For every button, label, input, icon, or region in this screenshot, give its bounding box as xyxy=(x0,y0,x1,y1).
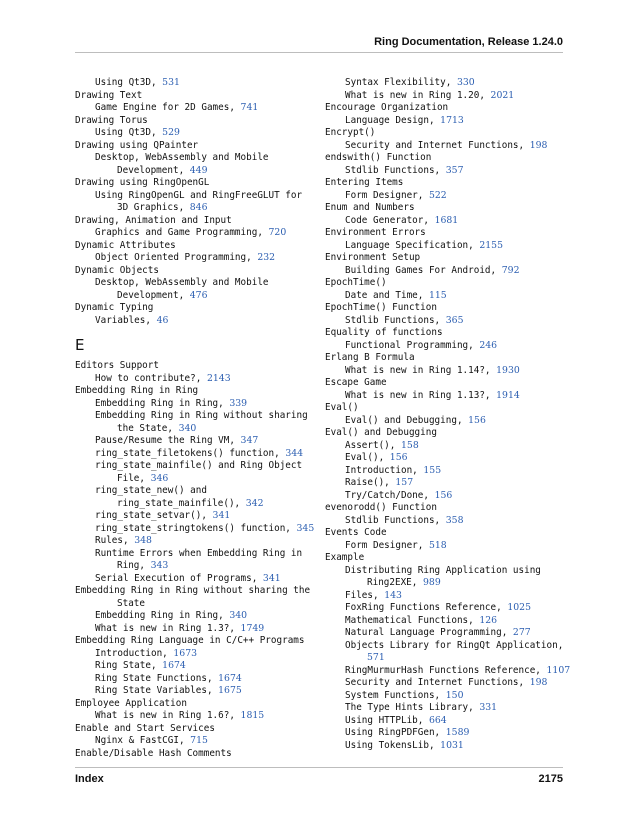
footer-page-number: 2175 xyxy=(538,773,563,785)
index-subentry xyxy=(75,290,310,303)
index-entry-text: Form Designer, xyxy=(345,539,429,551)
index-subentry xyxy=(325,90,560,103)
index-entry-text: Encrypt() xyxy=(325,127,376,138)
index-subentry xyxy=(325,727,560,740)
index-entry-text: ring_state_filetokens() function, xyxy=(95,447,286,459)
index-entry-text: Serial Execution of Programs, xyxy=(95,572,263,584)
index-entry-text: Raise(), xyxy=(345,477,396,488)
footer-label: Index xyxy=(75,773,104,785)
index-subentry xyxy=(75,573,310,586)
index-entry-text: Using RingOpenGL and RingFreeGLUT for xyxy=(95,189,303,201)
index-entry xyxy=(75,385,310,398)
index-entry-text: Editors Support xyxy=(75,360,159,371)
index-entry-text: Stdlib Functions, xyxy=(345,314,446,326)
index-entry-text: Eval() and Debugging, xyxy=(345,414,469,426)
index-subentry xyxy=(325,415,560,428)
index-subentry xyxy=(75,685,310,698)
index-subentry xyxy=(75,660,310,673)
index-entry-text: Using TokensLib, xyxy=(345,739,441,751)
index-entry-text: Ring2EXE, xyxy=(367,577,423,588)
index-entry-text: Rules, xyxy=(95,535,135,546)
page-number-link[interactable]: 518 xyxy=(428,539,447,551)
index-entry-text: Drawing using RingOpenGL xyxy=(75,177,210,188)
index-entry-text: evenorodd() Function xyxy=(325,502,437,513)
page-number-link[interactable]: 1674 xyxy=(218,672,242,684)
index-subentry xyxy=(325,240,560,253)
index-entry-text: Employee Application xyxy=(75,697,187,709)
page-number-link[interactable]: 741 xyxy=(240,102,259,113)
index-entry xyxy=(75,215,310,228)
index-entry xyxy=(325,427,560,440)
index-entry-text: ring_state_mainfile() and Ring Object xyxy=(95,460,303,471)
index-entry-text: 3D Graphics, xyxy=(117,202,190,213)
index-entry-text: Object Oriented Programming, xyxy=(95,252,258,263)
index-entry-text: Example xyxy=(325,552,365,563)
index-subentry xyxy=(325,265,560,278)
index-subentry xyxy=(325,77,560,90)
index-subentry xyxy=(75,485,310,498)
index-entry xyxy=(75,265,310,278)
index-entry xyxy=(325,552,560,565)
page-number-link[interactable]: 1914 xyxy=(496,389,520,401)
index-entry-text: Using Qt3D, xyxy=(95,77,163,88)
index-subentry xyxy=(75,673,310,686)
index-entry-text: What is new in Ring 1.13?, xyxy=(345,389,497,401)
index-subentry xyxy=(75,315,310,328)
index-subentry xyxy=(75,77,310,90)
index-entry-text: Events Code xyxy=(325,527,387,538)
index-entry-text: Using Qt3D, xyxy=(95,127,163,138)
index-entry-text: Language Specification, xyxy=(345,239,480,251)
index-entry xyxy=(75,585,310,598)
index-subentry xyxy=(325,590,560,603)
index-subentry xyxy=(75,648,310,661)
index-entry-text: Embedding Ring in Ring without sharing xyxy=(95,410,308,421)
index-subentry xyxy=(325,490,560,503)
index-column-right xyxy=(325,77,571,752)
index-entry xyxy=(75,360,310,373)
index-subentry xyxy=(75,560,310,573)
page-number-link[interactable]: 347 xyxy=(240,435,259,446)
index-entry xyxy=(325,502,560,515)
index-entry-text: EpochTime() Function xyxy=(325,302,437,313)
index-entry xyxy=(325,202,560,215)
index-entry-text: What is new in Ring 1.14?, xyxy=(345,364,497,376)
index-subentry xyxy=(325,540,560,553)
index-subentry xyxy=(75,448,310,461)
page-number-link[interactable]: 1681 xyxy=(434,214,459,226)
index-entry xyxy=(325,352,560,365)
index-entry-text: Eval(), xyxy=(345,452,390,463)
index-entry-text: Ring State, xyxy=(95,660,163,671)
index-subentry xyxy=(325,440,560,453)
page-number-link[interactable]: 715 xyxy=(190,735,208,746)
page-number-link[interactable]: 1589 xyxy=(445,727,470,738)
page-number-link[interactable]: 344 xyxy=(285,447,304,459)
page-number-link[interactable]: 522 xyxy=(428,189,447,201)
index-subentry xyxy=(75,152,310,165)
page-number-link[interactable]: 1674 xyxy=(162,660,186,671)
page-number-link[interactable]: 1815 xyxy=(240,710,265,721)
index-entry xyxy=(325,127,560,140)
index-entry-text: Form Designer, xyxy=(345,189,429,201)
page-number-link[interactable]: 358 xyxy=(445,514,464,526)
index-subentry xyxy=(325,215,560,228)
index-entry-text: Using RingPDFGen, xyxy=(345,727,446,738)
page-number-link[interactable]: 571 xyxy=(367,652,385,663)
index-entry-text: ring_state_mainfile(), xyxy=(117,497,246,509)
index-entry-text: Ring, xyxy=(117,560,151,571)
index-entry-text: Objects Library for RingQt Application, xyxy=(345,639,564,651)
page-number-link[interactable]: 1031 xyxy=(440,739,464,751)
page-number-link[interactable]: 158 xyxy=(400,439,419,451)
page-number-link[interactable]: 2021 xyxy=(490,89,515,101)
index-subentry xyxy=(75,460,310,473)
index-subentry xyxy=(75,398,310,411)
index-entry-text: Try/Catch/Done, xyxy=(345,489,435,501)
index-entry xyxy=(325,152,560,165)
index-subentry xyxy=(325,140,560,153)
index-entry-text: Functional Programming, xyxy=(345,339,480,351)
index-entry-text: Equality of functions xyxy=(325,327,443,338)
index-subentry xyxy=(75,610,310,623)
index-entry-text: Variables, xyxy=(95,314,157,326)
page-number-link[interactable]: 720 xyxy=(268,227,287,238)
index-entry xyxy=(75,302,310,315)
index-entry-text: System Functions, xyxy=(345,689,446,701)
page-number-link[interactable]: 846 xyxy=(189,202,208,213)
page-number-link[interactable]: 126 xyxy=(479,614,498,626)
index-subentry xyxy=(325,740,560,753)
index-entry-text: Embedding Ring in Ring, xyxy=(95,610,230,621)
index-subentry xyxy=(325,477,560,490)
index-entry-text: Dynamic Typing xyxy=(75,302,154,313)
index-entry xyxy=(75,698,310,711)
index-entry-text: Ring State Variables, xyxy=(95,685,219,696)
index-entry-text: Using HTTPLib, xyxy=(345,714,429,726)
index-entry-text: Embedding Ring in Ring without sharing the xyxy=(75,585,311,596)
index-entry xyxy=(75,115,310,128)
page-number-link[interactable]: 1713 xyxy=(440,114,464,126)
index-entry xyxy=(75,90,310,103)
index-subentry xyxy=(325,190,560,203)
page-number-link[interactable]: 156 xyxy=(389,452,408,463)
index-subentry xyxy=(75,510,310,523)
index-subentry xyxy=(325,290,560,303)
index-entry-text: Desktop, WebAssembly and Mobile xyxy=(95,277,269,288)
page-number-link[interactable]: 357 xyxy=(445,164,464,176)
page-number-link[interactable]: 348 xyxy=(134,535,152,546)
index-entry xyxy=(325,377,560,390)
index-entry-text: Files, xyxy=(345,589,385,601)
page-number-link[interactable]: 2143 xyxy=(206,372,231,384)
page-number-link[interactable]: 339 xyxy=(229,397,248,409)
page-number-link[interactable]: 449 xyxy=(189,164,208,176)
index-entry xyxy=(325,302,560,315)
index-entry-text: Enable and Start Services xyxy=(75,722,215,734)
header-rule xyxy=(75,52,563,53)
index-entry xyxy=(325,277,560,290)
index-entry xyxy=(325,402,560,415)
index-subentry xyxy=(75,423,310,436)
index-entry-text: Building Games For Android, xyxy=(345,264,502,276)
page-number-link[interactable]: 156 xyxy=(468,414,486,426)
index-entry-text: Drawing Torus xyxy=(75,114,148,126)
index-subentry xyxy=(75,435,310,448)
page-number-link[interactable]: 198 xyxy=(529,677,548,688)
index-subentry xyxy=(75,202,310,215)
index-entry-text: Security and Internet Functions, xyxy=(345,139,530,151)
index-entry xyxy=(325,252,560,265)
index-entry-text: Graphics and Game Programming, xyxy=(95,227,269,238)
index-entry-text: Natural Language Programming, xyxy=(345,627,513,638)
index-subentry xyxy=(325,577,560,590)
index-subentry xyxy=(75,498,310,511)
index-subentry xyxy=(75,373,310,386)
page-number-link[interactable]: 246 xyxy=(479,339,498,351)
index-entry-text: Introduction, xyxy=(345,464,424,476)
page-number-link[interactable]: 340 xyxy=(229,610,248,621)
page-number-link[interactable]: 1107 xyxy=(546,664,571,676)
page-number-link[interactable]: 155 xyxy=(423,464,442,476)
index-entry xyxy=(325,102,560,115)
index-subentry xyxy=(325,115,560,128)
index-subentry xyxy=(325,365,560,378)
index-entry-text: Introduction, xyxy=(95,647,174,659)
page-number-link[interactable]: 330 xyxy=(456,77,475,88)
index-entry-text: The Type Hints Library, xyxy=(345,702,480,713)
index-entry-text: Embedding Ring Language in C/C++ Programs xyxy=(75,635,305,646)
index-entry-text: Embedding Ring in Ring xyxy=(75,385,199,396)
index-entry-text: Dynamic Attributes xyxy=(75,239,176,251)
index-entry-text: the State, xyxy=(117,422,179,434)
page-header-title: Ring Documentation, Release 1.24.0 xyxy=(374,36,563,48)
index-entry-text: Stdlib Functions, xyxy=(345,514,446,526)
index-section-heading: E xyxy=(75,336,85,354)
index-entry-text: Drawing using QPainter xyxy=(75,139,199,151)
index-entry xyxy=(75,723,310,736)
index-entry-text: Game Engine for 2D Games, xyxy=(95,102,241,113)
index-subentry xyxy=(75,535,310,548)
index-entry xyxy=(325,177,560,190)
index-entry xyxy=(75,240,310,253)
footer-rule xyxy=(75,767,563,768)
page-number-link[interactable]: 345 xyxy=(296,522,315,534)
index-subentry xyxy=(325,664,571,678)
index-entry-text: Nginx & FastCGI, xyxy=(95,735,191,746)
index-entry-text: endswith() Function xyxy=(325,152,432,163)
index-subentry xyxy=(75,735,310,748)
index-subentry xyxy=(325,677,560,690)
page-number-link[interactable]: 341 xyxy=(262,572,281,584)
index-subentry xyxy=(75,127,310,140)
page-number-link[interactable]: 1675 xyxy=(218,685,242,696)
page-number-link[interactable]: 143 xyxy=(384,589,402,601)
index-subentry xyxy=(325,315,560,328)
index-entry-text: Language Design, xyxy=(345,114,441,126)
index-entry-text: ring_state_new() and xyxy=(95,485,207,496)
index-subentry xyxy=(325,602,560,615)
index-subentry xyxy=(75,252,310,265)
index-entry-text: State xyxy=(117,597,145,609)
page-number-link[interactable]: 115 xyxy=(428,289,447,301)
page-number-link[interactable]: 1749 xyxy=(240,622,265,634)
page-number-link[interactable]: 157 xyxy=(395,477,414,488)
index-entry xyxy=(75,177,310,190)
index-entry-text: Erlang B Formula xyxy=(325,352,415,363)
index-entry-text: Ring State Functions, xyxy=(95,672,219,684)
index-subentry xyxy=(325,165,560,178)
index-subentry xyxy=(75,548,310,561)
index-entry-text: Runtime Errors when Embedding Ring in xyxy=(95,547,303,559)
index-entry-text: Enum and Numbers xyxy=(325,202,415,213)
index-entry-text: Assert(), xyxy=(345,439,401,451)
index-entry-text: Development, xyxy=(117,164,190,176)
page-number-link[interactable]: 198 xyxy=(529,139,548,151)
index-entry-text: Environment Setup xyxy=(325,252,421,263)
page-number-link[interactable]: 277 xyxy=(512,627,531,638)
index-subentry xyxy=(75,227,310,240)
index-subentry xyxy=(75,277,310,290)
page-number-link[interactable]: 529 xyxy=(162,127,180,138)
index-entry-text: Pause/Resume the Ring VM, xyxy=(95,435,241,446)
index-entry-text: Encourage Organization xyxy=(325,102,449,113)
page-number-link[interactable]: 1930 xyxy=(496,364,520,376)
index-subentry xyxy=(325,515,560,528)
index-entry-text: What is new in Ring 1.3?, xyxy=(95,622,241,634)
index-entry-text: Distributing Ring Application using xyxy=(345,564,541,576)
index-subentry xyxy=(325,565,560,578)
index-subentry xyxy=(325,390,560,403)
page-number-link[interactable]: 342 xyxy=(245,497,264,509)
index-subentry xyxy=(75,190,310,203)
index-entry-text: Drawing Text xyxy=(75,89,143,101)
index-entry-text: RingMurmurHash Functions Reference, xyxy=(345,664,547,676)
index-entry-text: Enable/Disable Hash Comments xyxy=(75,747,232,759)
index-subentry xyxy=(75,623,310,636)
index-entry xyxy=(75,748,310,761)
index-entry-text: Stdlib Functions, xyxy=(345,164,446,176)
index-entry-text: Code Generator, xyxy=(345,214,435,226)
index-subentry xyxy=(75,102,310,115)
page-number-link[interactable]: 1025 xyxy=(507,602,531,613)
page-number-link[interactable]: 792 xyxy=(501,264,520,276)
index-entry xyxy=(75,635,310,648)
index-entry-text: Escape Game xyxy=(325,377,387,388)
index-entry-text: What is new in Ring 1.20, xyxy=(345,89,491,101)
index-entry-text: Embedding Ring in Ring, xyxy=(95,397,230,409)
index-subentry xyxy=(325,690,560,703)
index-subentry xyxy=(75,410,310,423)
page-number-link[interactable]: 343 xyxy=(150,560,169,571)
index-entry-text: Eval() xyxy=(325,402,359,413)
index-entry-text: Date and Time, xyxy=(345,289,429,301)
index-entry-text: ring_state_stringtokens() function, xyxy=(95,522,297,534)
index-subentry xyxy=(75,165,310,178)
index-entry-text: What is new in Ring 1.6?, xyxy=(95,710,241,721)
index-entry-text: Dynamic Objects xyxy=(75,264,159,276)
page-number-link[interactable]: 341 xyxy=(212,510,231,521)
index-entry-text: Environment Errors xyxy=(325,227,426,238)
index-entry-text: Development, xyxy=(117,289,190,301)
index-subentry xyxy=(75,473,310,486)
index-entry-text: File, xyxy=(117,472,151,484)
index-entry-text: Drawing, Animation and Input xyxy=(75,214,232,226)
page-number-link[interactable]: 346 xyxy=(150,472,169,484)
index-subentry xyxy=(325,715,560,728)
index-entry xyxy=(325,327,560,340)
index-entry xyxy=(325,227,560,240)
page-number-link[interactable]: 232 xyxy=(257,252,276,263)
index-subentry xyxy=(325,452,560,465)
index-entry-text: Eval() and Debugging xyxy=(325,427,437,438)
page-number-link[interactable]: 664 xyxy=(428,714,447,726)
index-entry-text: Security and Internet Functions, xyxy=(345,677,530,688)
index-subentry xyxy=(325,340,560,353)
page-number-link[interactable]: 340 xyxy=(178,422,197,434)
page-number-link[interactable]: 2155 xyxy=(479,239,504,251)
index-entry xyxy=(325,527,560,540)
page-number-link[interactable]: 1673 xyxy=(173,647,198,659)
index-entry-text: ring_state_setvar(), xyxy=(95,510,213,521)
index-subentry xyxy=(325,702,560,715)
index-subentry xyxy=(325,465,560,478)
page-number-link[interactable]: 46 xyxy=(156,314,169,326)
page-number-link[interactable]: 150 xyxy=(445,689,464,701)
index-subentry xyxy=(75,598,310,611)
index-column-left xyxy=(75,77,315,760)
index-entry-text: EpochTime() xyxy=(325,277,387,288)
index-subentry xyxy=(75,710,310,723)
index-entry-text: Syntax Flexibility, xyxy=(345,77,457,88)
index-entry xyxy=(75,140,310,153)
index-subentry xyxy=(325,639,564,653)
index-subentry xyxy=(325,627,560,640)
page-number-link[interactable]: 331 xyxy=(479,702,498,713)
index-entry-text: Entering Items xyxy=(325,177,404,188)
page-number-link[interactable]: 476 xyxy=(189,289,208,301)
index-entry-text: Desktop, WebAssembly and Mobile xyxy=(95,152,269,163)
index-entry-text: Mathematical Functions, xyxy=(345,614,480,626)
index-subentry xyxy=(75,522,315,536)
index-entry-text: How to contribute?, xyxy=(95,372,207,384)
page-number-link[interactable]: 156 xyxy=(434,489,453,501)
page-number-link[interactable]: 531 xyxy=(162,77,180,88)
page-number-link[interactable]: 989 xyxy=(422,577,441,588)
index-subentry xyxy=(325,615,560,628)
index-entry-text: FoxRing Functions Reference, xyxy=(345,602,508,613)
index-subentry xyxy=(325,652,560,665)
page-number-link[interactable]: 365 xyxy=(445,314,464,326)
